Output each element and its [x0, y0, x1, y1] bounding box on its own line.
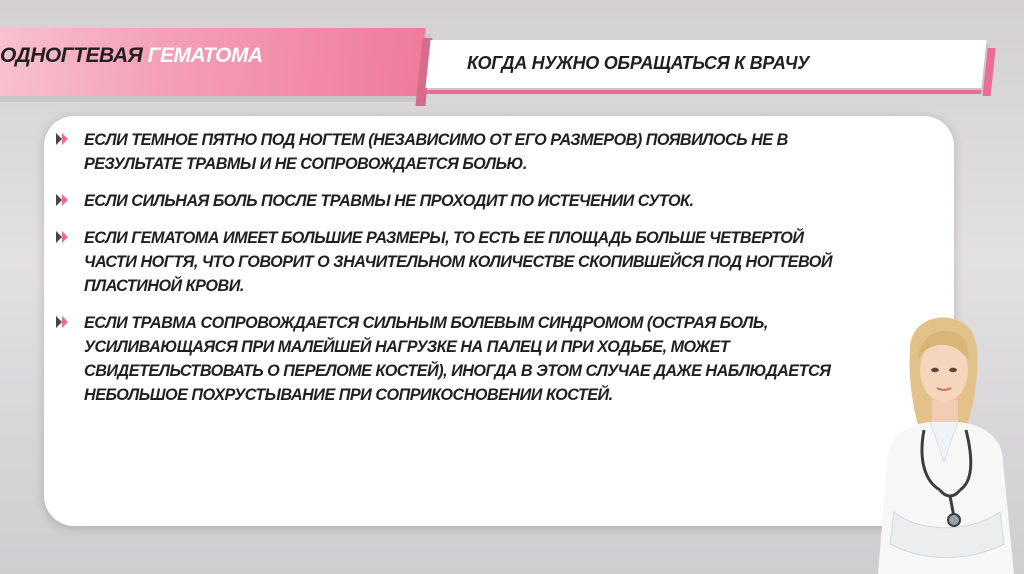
doctor-illustration: [868, 312, 1024, 574]
title-part-1: ОДНОГТЕВАЯ: [0, 44, 148, 67]
bullet-text: ЕСЛИ ГЕМАТОМА ИМЕЕТ БОЛЬШИЕ РАЗМЕРЫ, ТО ЕСТЬ ЕЕ ПЛОЩАДЬ БОЛЬШЕ ЧЕТВЕРТОЙ ЧАСТИ НОГТЯ, ЧТО ГОВОРИТ О ЗНАЧИТЕЛЬНОМ КОЛИЧЕСТВЕ СКОПИВШЕЙСЯ ПОД НОГТЕВОЙ ПЛАСТИНОЙ КРОВИ.: [84, 229, 832, 295]
double-chevron-right-icon: [56, 132, 74, 146]
bullet-list: [56, 128, 856, 420]
bullet-text: ЕСЛИ ТЕМНОЕ ПЯТНО ПОД НОГТЕМ (НЕЗАВИСИМО ОТ ЕГО РАЗМЕРОВ) ПОЯВИЛОСЬ НЕ В РЕЗУЛЬТАТЕ ТРАВМЫ И НЕ СОПРОВОЖДАЕТСЯ БОЛЬЮ.: [84, 131, 788, 173]
title-part-2: ГЕМАТОМА: [147, 44, 263, 67]
list-item: [56, 226, 856, 298]
double-chevron-right-icon: [56, 315, 74, 329]
list-item: [56, 128, 856, 176]
slide-title: [0, 44, 263, 68]
double-chevron-right-icon: [56, 230, 74, 244]
header-text: КОГДА НУЖНО ОБРАЩАТЬСЯ К ВРАЧУ: [467, 53, 810, 73]
double-chevron-right-icon: [56, 193, 74, 207]
bullet-text: ЕСЛИ ТРАВМА СОПРОВОЖДАЕТСЯ СИЛЬНЫМ БОЛЕВЫМ СИНДРОМОМ (ОСТРАЯ БОЛЬ, УСИЛИВАЮЩАЯСЯ ПРИ МАЛЕЙШЕЙ НАГРУЗКЕ НА ПАЛЕЦ И ПРИ ХОДЬБЕ, МОЖЕТ СВИДЕТЕЛЬСТВОВАТЬ О ПЕРЕЛОМЕ КОСТЕЙ), ИНОГДА В ЭТОМ СЛУЧАЕ ДАЖЕ НАБЛЮДАЕТСЯ НЕБОЛЬШОЕ ПОХРУСТЫВАНИЕ ПРИ СОПРИКОСНОВЕНИИ КОСТЕЙ.: [84, 314, 831, 404]
bullet-text: ЕСЛИ СИЛЬНАЯ БОЛЬ ПОСЛЕ ТРАВМЫ НЕ ПРОХОДИТ ПО ИСТЕЧЕНИИ СУТОК.: [84, 192, 694, 210]
list-item: [56, 311, 856, 407]
list-item: [56, 189, 856, 213]
